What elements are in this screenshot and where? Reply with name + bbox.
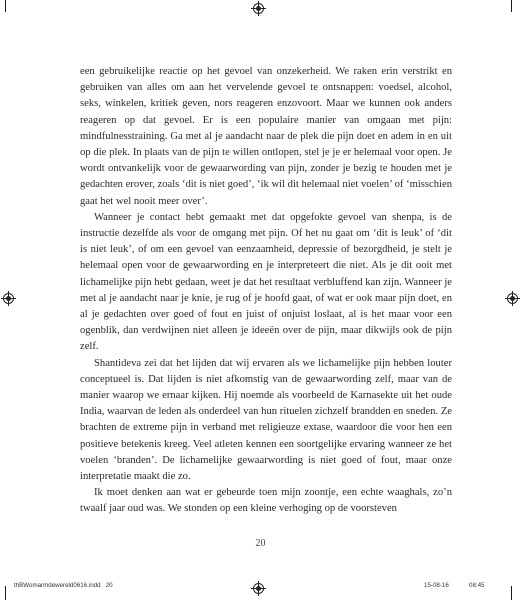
crop-mark-bottom-right (511, 586, 512, 600)
crop-mark-top-left (5, 0, 6, 12)
slug-time: 08:45 (469, 582, 485, 589)
slug-filename: thBWomarmdewereld0616.indd 20 (14, 582, 113, 589)
crop-mark-bottom-left (5, 586, 6, 600)
paragraph-1: een gebruikelijke reactie op het gevoel van onzekerheid. We raken erin verstrikt en gebruiken van alles om aan het vervelende gevoel te ontsnappen: voedsel, alcohol, seks, winkelen, kritiek geven, nors reageren enzovoort. Maar we kunnen ook anders reageren op dat gevoel. Er is een populaire manier van omgaan met pijn: mindfulnesstraining. Ga met al je aandacht naar de plek die pijn doet en adem in en uit op die plek. In plaats van de pijn te willen ontlopen, stel je je er helemaal voor open. Je wordt ontvankelijk voor de gewaarwording van pijn, zonder je bezig te houden met je gedachten erover, zoals ‘dit is niet goed’, ‘ik wil dit helemaal niet voelen’ of ‘misschien gaat het wel nooit meer over’. (80, 66, 452, 207)
registration-mark-left (3, 293, 14, 304)
crop-mark-top-right (511, 0, 512, 12)
body-text (80, 64, 452, 518)
registration-mark-bottom (253, 583, 264, 594)
paragraph-4: Ik moet denken aan wat er gebeurde toen mijn zoontje, een echte waaghals, zo’n twaalf jaar oud was. We stonden op een kleine verhoging op de voorsteven (80, 487, 452, 515)
slug-date: 15-08-16 (424, 582, 449, 589)
registration-mark-right (507, 293, 518, 304)
paragraph-3: Shantideva zei dat het lijden dat wij ervaren als we lichamelijke pijn hebben louter conceptueel is. Dat lijden is niet afkomstig van de gewaarwording zelf, maar van de manier waarop we ernaar kijken. Hij noemde als voorbeeld de Karnasekte uit het oude India, waarvan de leden als onderdeel van hun rituelen zichzelf brandden en sneden. Ze brachten de extreme pijn in verband met religieuze extase, waardoor die voor hen een positieve betekenis kreeg. Veel atleten kennen een soortgelijke ervaring wanneer ze het voelen ‘branden’. De lichamelijke gewaarwording is niet goed of fout, maar onze interpretatie maakt die zo. (80, 357, 452, 483)
registration-mark-top (253, 3, 264, 14)
page-number: 20 (255, 538, 266, 549)
paragraph-2: Wanneer je contact hebt gemaakt met dat opgefokte gevoel van shenpa, is de instructie dezelfde als voor de omgang met pijn. Of het nu gaat om ‘dit is leuk’ of ‘dit is niet leuk’, of om een gevoel van eenzaamheid, depressie of bezorgdheid, je stelt je helemaal open voor de gewaarwording en je interpreteert die niet. Als je dit ooit met lichamelijke pijn hebt gedaan, weet je dat het resultaat verbluffend kan zijn. Wanneer je met al je aandacht naar je knie, je rug of je hoofd gaat, of wat er ook maar pijn doet, en al je gedachten over goed of fout en juist of onjuist loslaat, al is het maar voor een ogenblik, dan verdwijnen niet alleen je ideeën over de pijn, maar dikwijls ook de pijn zelf. (80, 211, 452, 353)
